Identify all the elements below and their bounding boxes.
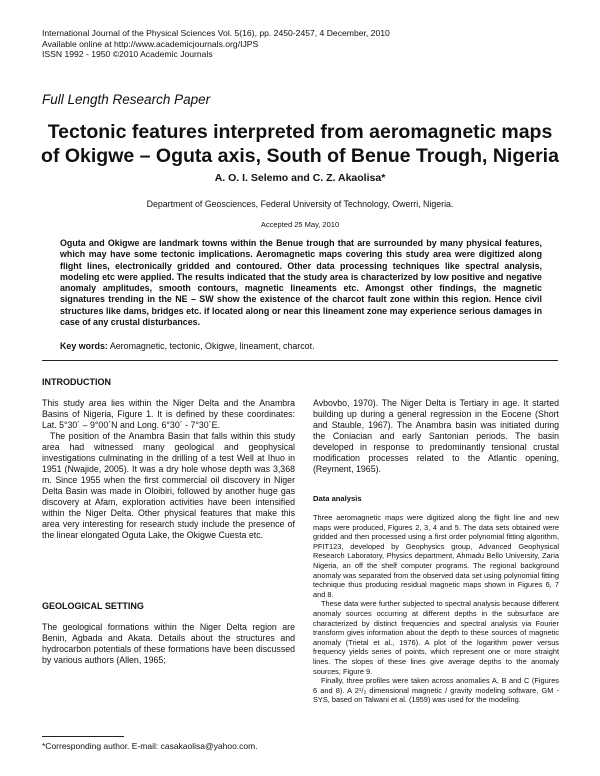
introduction-body: [42, 398, 295, 541]
authors: A. O. I. Selemo and C. Z. Akaolisa*: [214, 172, 386, 184]
introduction-heading: INTRODUCTION: [42, 377, 111, 387]
affiliation: Department of Geosciences, Federal University of Technology, Owerri, Nigeria.: [146, 199, 454, 209]
data-analysis-heading: Data analysis: [313, 494, 362, 503]
right-column-continuation: [313, 398, 559, 475]
geo-paragraph-1: The geological formations within the Niger Delta region are Benin, Agbada and Akata. Details about the structures and hydrocarbon potentials of these formations have been discussed by various authors (Allen, 1965;: [42, 622, 295, 665]
paper-type: Full Length Research Paper: [42, 92, 211, 107]
data-paragraph-1: Three aeromagnetic maps were digitized along the flight line and new maps were produced, Figures 2, 3, 4 and 5. The data sets obtained were gridded and then processed using a first order polynomial fitting algorithm, PFIT123, developed by Geophysics group, Advanced Geophysical Research Laboratory, Physics department, Ahmadu Bello University, Zaria Nigeria, an off the shelf computer programs. The regional background anomaly was separated from the observed data set using polynomial fitting technique thus producing residual magnetic maps shown in Figures 6, 7 and 8.: [313, 513, 559, 599]
geological-setting-body: [42, 622, 295, 666]
data-paragraph-3: Finally, three profiles were taken across anomalies A, B and C (Figures 6 and 8). A 2¹/₂ dimensional magnetic / gravity modeling software, GM - SYS, based on Talwani et al. (1959) was used for the modeling.: [313, 676, 559, 705]
data-analysis-body: [313, 513, 559, 705]
section-divider: [42, 360, 558, 361]
continuation-paragraph: Avbovbo, 1970). The Niger Delta is Tertiary in age. It started building up during a general regression in the Eocene (Short and Stauble, 1967). The Anambra basin was initiated during the Coniacian and early Santonian periods. The basin developed in response to predominantly tensional crustal modification processes related to the Atlantic opening, (Reyment, 1965).: [313, 398, 559, 474]
journal-url[interactable]: Available online at http://www.academicjournals.org/IJPS: [42, 38, 259, 49]
journal-citation: International Journal of the Physical Sciences Vol. 5(16), pp. 2450-2457, 4 December, 2010: [42, 28, 390, 38]
data-paragraph-2: These data were further subjected to spectral analysis because different anomaly sources occurring at different depths in the subsurface are characterized by distinct frequencies and spectral analysis via Fourier transform gives information about the depth to these sources of magnetic anomaly (Trietal et al., 1976). A plot of the logarithm power versus frequency yields series of points, which represent one or more straight lines. The slopes of these lines give average depths to the anomaly sources, Figure 9.: [313, 599, 559, 676]
keywords-label: Key words:: [60, 341, 108, 351]
keywords: [60, 341, 542, 351]
journal-header: [42, 28, 390, 60]
accepted-date: Accepted 25 May, 2010: [260, 220, 340, 229]
title-line-2: of Okigwe – Oguta axis, South of Benue Trough, Nigeria: [41, 145, 559, 167]
abstract: Oguta and Okigwe are landmark towns within the Benue trough that are surrounded by many physical features, which may have some tectonic implications. Aeromagnetic maps covering this study area were digitized along flight lines, electronically gridded and contoured. Other data processing techniques like spectral analysis, modeling etc were applied. The results indicated that the study area is characterized by low positive and negative anomaly amplitudes, smooth contours, magnetic lineaments etc. Amongst other findings, the magnetic signatures trending in the NE – SW show the existence of the charcot fault zone within this region. Hence civil structures like dams, bridges etc. if located along or near this lineament zone may experience serious damages in case of any crustal disturbances.: [60, 238, 542, 328]
paper-title: [20, 120, 580, 168]
footnote-rule: [42, 736, 124, 737]
geological-setting-heading: GEOLOGICAL SETTING: [42, 601, 144, 611]
intro-paragraph-1: This study area lies within the Niger Delta and the Anambra Basins of Nigeria, Figure 1. It is defined by these coordinates: Lat. 5°30´ – 9°00´N and Long. 6°30´ - 7°30´E.: [42, 398, 295, 430]
corresponding-author-footnote: *Corresponding author. E-mail: casakaolisa@yahoo.com.: [42, 741, 258, 751]
journal-issn: ISSN 1992 - 1950 ©2010 Academic Journals: [42, 49, 213, 59]
intro-paragraph-2: The position of the Anambra Basin that falls within this study area had witnessed many geological and geophysical investigations culminating in the drilling of a test Well at Ihuo in 1951 (Nwajide, 2005). It was a dry hole whose depth was 3,368 m. Since 1955 when the first commercial oil discovery in Niger Delta Basin was made in Oloibiri, followed by another huge gas discovery at Afam, exploration activities have been intensified within the Niger Delta. Other physical features that make this area very interesting for research study include the presence of the linear elongated Oguta Lake, the Okigwe Cuesta etc.: [42, 431, 295, 540]
title-line-1: Tectonic features interpreted from aeromagnetic maps: [47, 121, 553, 143]
keywords-list: Aeromagnetic, tectonic, Okigwe, lineament, charcot.: [109, 341, 315, 351]
